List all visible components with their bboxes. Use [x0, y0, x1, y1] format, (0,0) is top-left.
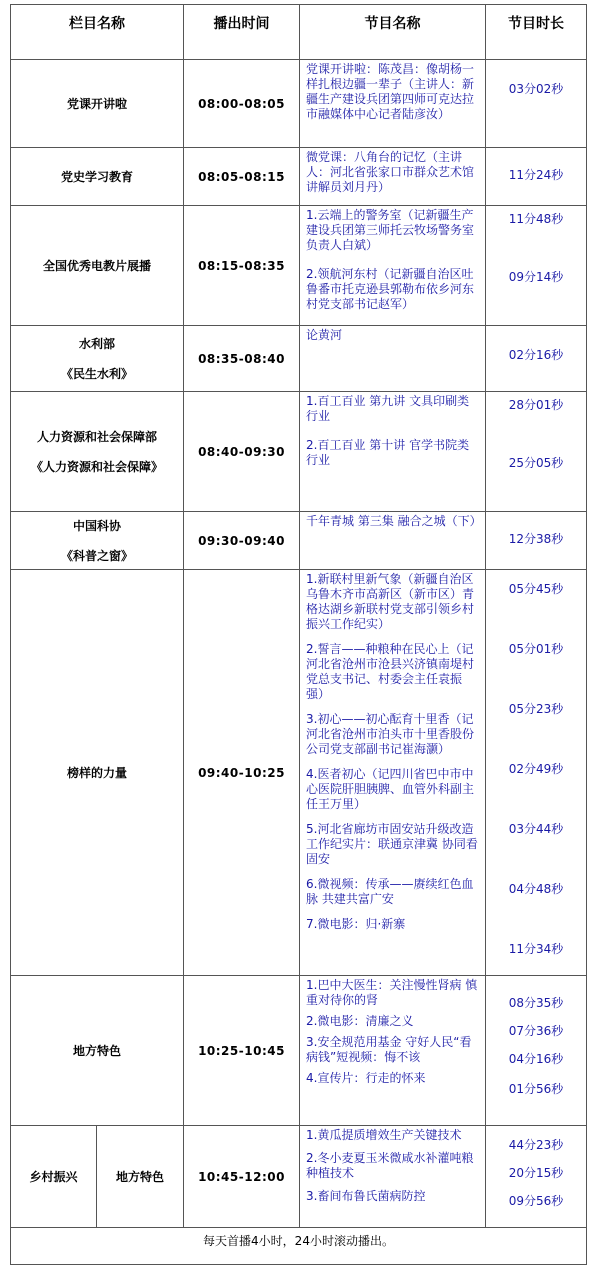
program-item: 2.领航河东村（记新疆自治区吐鲁番市托克逊县郭勒布依乡河东村党支部书记赵军） [306, 267, 475, 311]
column-name-line: 全国优秀电教片展播 [42, 258, 151, 273]
footer-note: 每天首播4小时，24小时滚动播出。 [11, 1228, 587, 1265]
table-row [11, 512, 587, 570]
table-row [11, 570, 587, 976]
table-row [11, 1126, 587, 1228]
duration-item: 03分44秒 [508, 822, 564, 836]
duration-item: 28分01秒 [508, 398, 564, 412]
column-name-line: 榜样的力量 [66, 765, 127, 780]
column-name-line: 水利部 [78, 336, 115, 351]
duration-item: 02分49秒 [508, 762, 564, 776]
duration-item: 05分45秒 [508, 582, 564, 596]
program-item: 3.畜间布鲁氏菌病防控 [306, 1189, 426, 1203]
program-item: 4.宣传片：行走的怀来 [306, 1071, 426, 1085]
duration-item: 04分48秒 [508, 882, 564, 896]
duration-item: 20分15秒 [508, 1166, 564, 1180]
column-name-line: 《民生水利》 [60, 366, 133, 381]
column-name-line: 《人力资源和社会保障》 [30, 459, 163, 474]
header-air-time: 播出时间 [184, 5, 300, 60]
program-name-cell [300, 1126, 486, 1228]
program-item: 论黄河 [306, 328, 343, 342]
duration-cell [486, 60, 587, 148]
column-name-line: 人力资源和社会保障部 [36, 429, 157, 444]
program-name-cell [300, 148, 486, 206]
program-item: 2.百工百业 第十讲 官学书院类行业 [306, 438, 470, 467]
program-item: 2.微电影：清廉之义 [306, 1014, 414, 1028]
program-name-cell [300, 326, 486, 392]
program-item: 1.百工百业 第九讲 文具印刷类行业 [306, 394, 470, 423]
program-item: 微党课：八角台的记忆（主讲人：河北省张家口市群众艺术馆讲解员刘月丹） [306, 150, 475, 194]
air-time-cell: 09:40-10:25 [184, 570, 300, 976]
column-name-line: 地方特色 [72, 1043, 121, 1058]
column-name-cell [11, 1126, 97, 1228]
column-name-cell [11, 392, 184, 512]
table-row [11, 148, 587, 206]
column-name-cell [11, 148, 184, 206]
duration-cell [486, 392, 587, 512]
duration-item: 05分23秒 [508, 702, 564, 716]
column-name-cell [11, 326, 184, 392]
duration-cell [486, 976, 587, 1126]
column-name-line: 中国科协 [72, 518, 121, 533]
duration-cell [486, 570, 587, 976]
duration-item: 05分01秒 [508, 642, 564, 656]
schedule-table [10, 4, 587, 1265]
duration-cell [486, 512, 587, 570]
header-program-name: 节目名称 [300, 5, 486, 60]
column-name-line: 《科普之窗》 [60, 548, 133, 563]
column-name-cell [11, 206, 184, 326]
column-name-cell [11, 60, 184, 148]
duration-item: 11分34秒 [508, 942, 564, 956]
program-item: 1.云端上的警务室（记新疆生产建设兵团第三师托云牧场警务室负责人白斌） [306, 208, 475, 252]
program-item: 党课开讲啦：陈茂昌：像胡杨一样扎根边疆一辈子（主讲人：新疆生产建设兵团第四师可克达拉市融媒体中心记者陆彦汝） [306, 62, 475, 121]
air-time-cell: 10:25-10:45 [184, 976, 300, 1126]
program-name-cell [300, 206, 486, 326]
program-item: 4.医者初心（记四川省巴中市中心医院肝胆胰脾、血管外科副主任王万里） [306, 767, 475, 811]
air-time-cell: 10:45-12:00 [184, 1126, 300, 1228]
header-column-name: 栏目名称 [11, 5, 184, 60]
program-item: 1.巴中大医生：关注慢性肾病 慎重对待你的肾 [306, 978, 478, 1007]
column-name-cell [11, 976, 184, 1126]
duration-cell [486, 206, 587, 326]
air-time-cell: 08:35-08:40 [184, 326, 300, 392]
program-item: 1.黄瓜提质增效生产关键技术 [306, 1128, 462, 1142]
program-item: 7.微电影：归·新寨 [306, 917, 406, 931]
duration-item: 09分56秒 [508, 1194, 564, 1208]
program-name-cell [300, 60, 486, 148]
column-name-line: 乡村振兴 [29, 1169, 78, 1184]
air-time-cell: 08:00-08:05 [184, 60, 300, 148]
duration-item: 11分48秒 [508, 212, 564, 226]
column-name-line: 党史学习教育 [60, 169, 133, 184]
column-name-cell [11, 512, 184, 570]
header-duration: 节目时长 [486, 5, 587, 60]
program-item: 3.安全规范用基金 守好人民“看病钱”短视频：悔不该 [306, 1035, 472, 1064]
duration-cell [486, 148, 587, 206]
duration-item: 11分24秒 [508, 168, 564, 182]
program-item: 6.微视频：传承——赓续红色血脉 共建共富广安 [306, 877, 474, 906]
duration-item: 44分23秒 [508, 1138, 564, 1152]
duration-item: 09分14秒 [508, 270, 564, 284]
table-row [11, 392, 587, 512]
air-time-cell: 08:05-08:15 [184, 148, 300, 206]
duration-item: 03分02秒 [508, 82, 564, 96]
program-item: 5.河北省廊坊市固安站升级改造工作纪实片：联通京津冀 协同看固安 [306, 822, 478, 866]
table-row [11, 206, 587, 326]
duration-cell [486, 326, 587, 392]
program-name-cell [300, 392, 486, 512]
program-item: 2.冬小麦夏玉米微咸水补灌吨粮种植技术 [306, 1151, 474, 1180]
column-name-cell [11, 570, 184, 976]
table-row [11, 976, 587, 1126]
air-time-cell: 08:15-08:35 [184, 206, 300, 326]
air-time-cell: 09:30-09:40 [184, 512, 300, 570]
duration-item: 25分05秒 [508, 456, 564, 470]
program-name-cell [300, 512, 486, 570]
table-row [11, 326, 587, 392]
duration-cell [486, 1126, 587, 1228]
header-row [11, 5, 587, 60]
duration-item: 08分35秒 [508, 996, 564, 1010]
program-item: 千年青城 第三集 融合之城（下） [306, 514, 482, 528]
program-name-cell [300, 570, 486, 976]
duration-item: 02分16秒 [508, 348, 564, 362]
program-name-cell [300, 976, 486, 1126]
air-time-cell: 08:40-09:30 [184, 392, 300, 512]
table-row [11, 60, 587, 148]
program-item: 3.初心——初心酝育十里香（记河北省沧州市泊头市十里香股份公司党支部副书记崔海灏） [306, 712, 475, 756]
duration-item: 04分16秒 [508, 1052, 564, 1066]
sub-column-name-cell: 地方特色 [97, 1126, 184, 1228]
column-name-line: 党课开讲啦 [66, 96, 127, 111]
duration-item: 12分38秒 [508, 532, 564, 546]
program-item: 2.誓言——种粮种在民心上（记河北省沧州市沧县兴济镇南堤村党总支书记、村委会主任袁振强） [306, 642, 475, 701]
program-item: 1.新联村里新气象（新疆自治区乌鲁木齐市高新区（新市区）青格达湖乡新联村党支部引领乡村振兴工作纪实） [306, 572, 475, 631]
duration-item: 07分36秒 [508, 1024, 564, 1038]
duration-item: 01分56秒 [508, 1082, 564, 1096]
